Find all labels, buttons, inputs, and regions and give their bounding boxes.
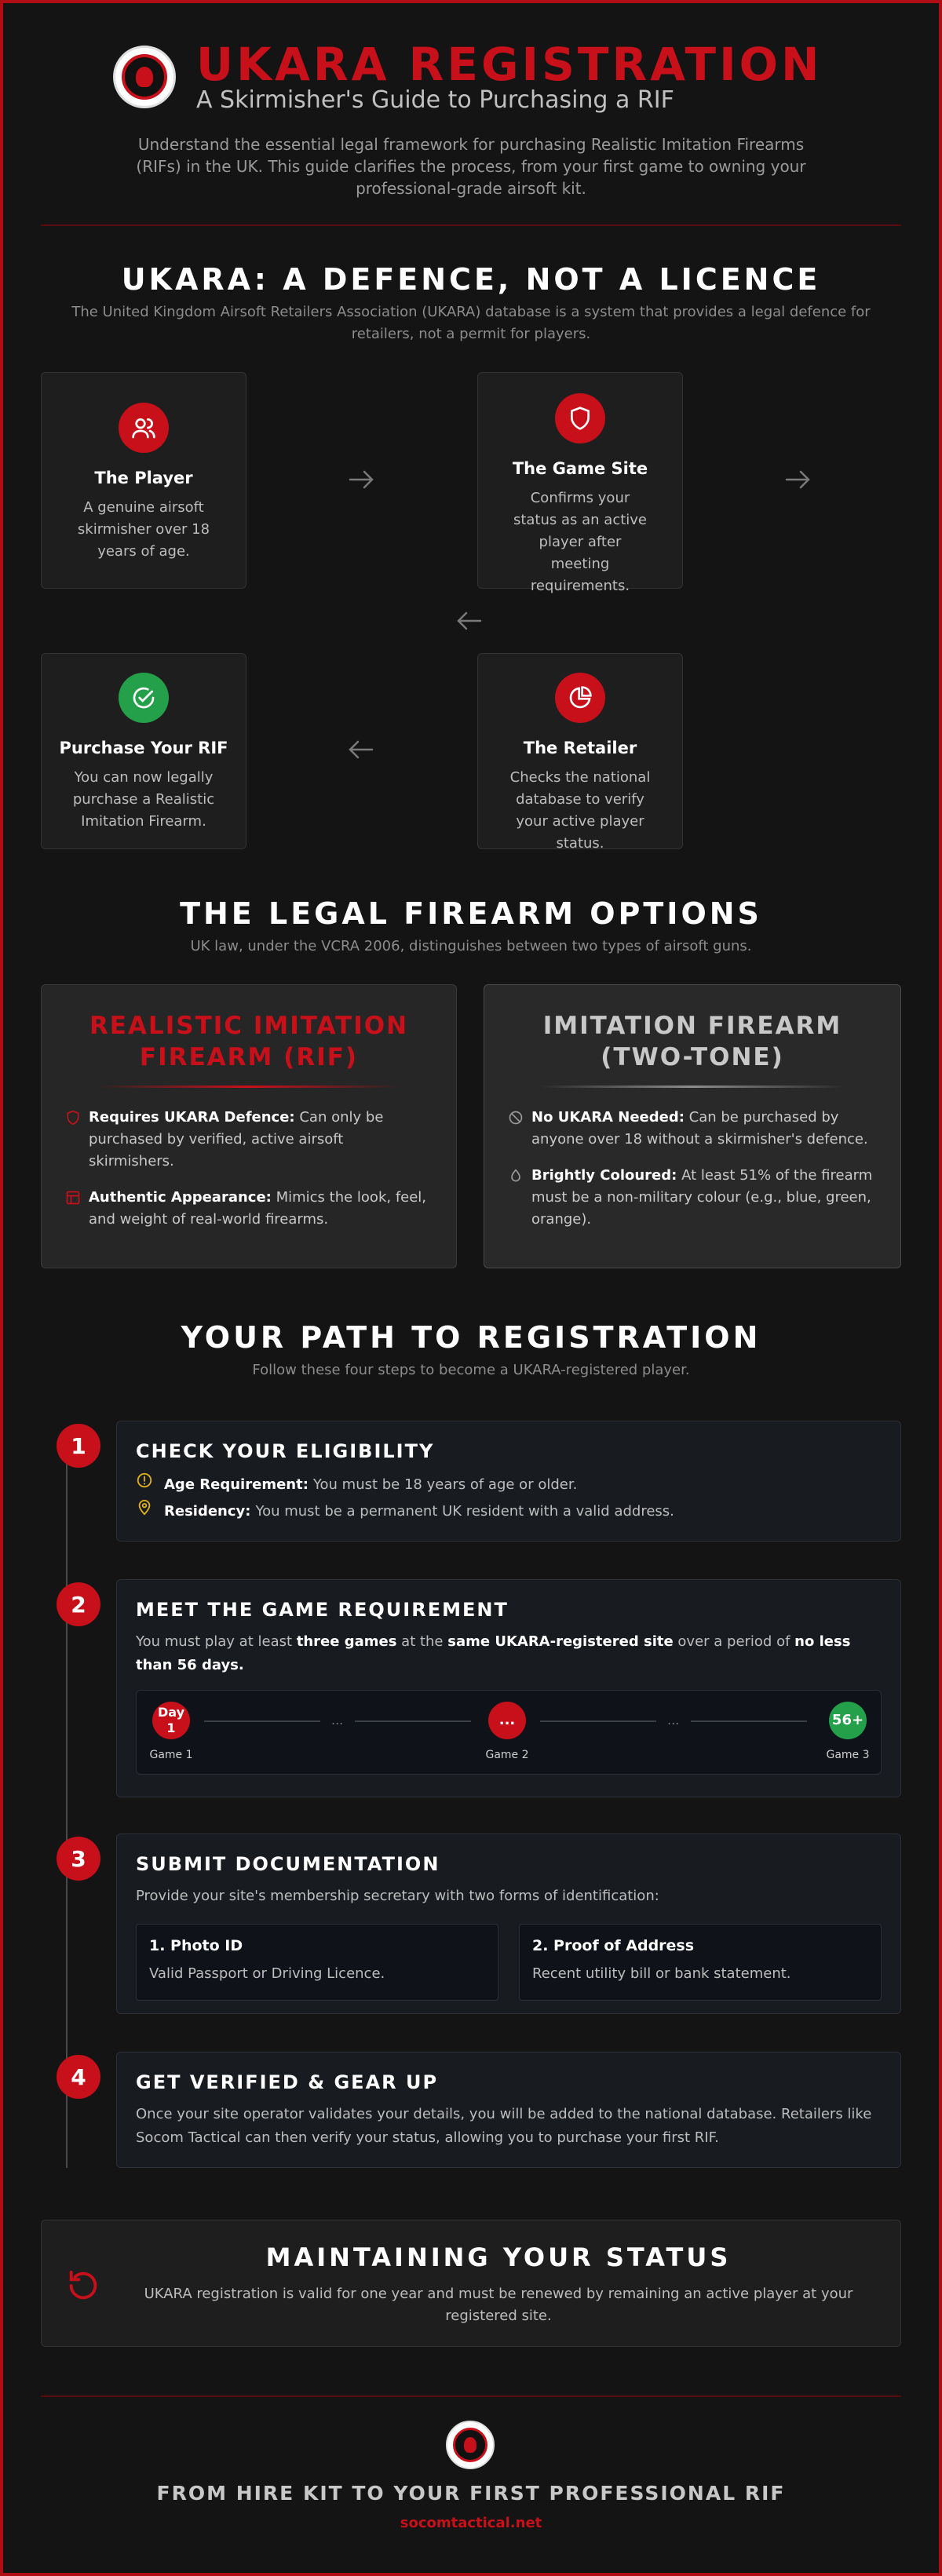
rif-underline — [97, 1085, 401, 1088]
step-text: Provide your site's membership secretary with two forms of identification: — [136, 1888, 659, 1904]
document-title: 2. Proof of Address — [532, 1937, 695, 1954]
shield-icon — [65, 1107, 89, 1173]
step-text: Once your site operator validates your details, you will be added to the national database. Retailers like Socom Tactical can then verify your status, allowing you to purchase your first RIF. — [136, 2106, 872, 2146]
arrow-left-icon — [345, 738, 377, 761]
layout-icon — [65, 1187, 89, 1231]
flow-card-game-site — [477, 372, 683, 594]
timeline-segment — [355, 1720, 471, 1722]
ifa-title: IMITATION FIREARM (TWO-TONE) — [542, 1012, 842, 1071]
page-title: UKARA REGISTRATION — [196, 38, 823, 91]
text-part: You must play at least — [136, 1633, 297, 1650]
document-proof-address — [519, 1924, 882, 2001]
game-node: Day 1 — [152, 1702, 190, 1739]
footer-title: FROM HIRE KIT TO YOUR FIRST PROFESSIONAL RIF — [156, 2482, 786, 2505]
document-text: Valid Passport or Driving Licence. — [149, 1965, 385, 1982]
flow-card-title: Purchase Your RIF — [59, 739, 228, 757]
step-number: 1 — [57, 1424, 100, 1468]
footer-divider — [41, 2395, 901, 2397]
requirement-item — [136, 1472, 882, 1498]
step-card-eligibility — [116, 1421, 901, 1542]
timeline-dots: ... — [667, 1713, 680, 1728]
step-card-documentation — [116, 1833, 901, 2014]
requirement-text: You must be 18 years of age or older. — [312, 1476, 578, 1493]
ifa-item-text: At least 51% of the firearm must be a non-military colour (e.g., blue, green, orange). — [531, 1167, 873, 1228]
footer-logo — [446, 2421, 495, 2469]
options-title: THE LEGAL FIREARM OPTIONS — [180, 896, 762, 931]
options-subtitle: UK law, under the VCRA 2006, distinguishes between two types of airsoft guns. — [190, 938, 752, 954]
requirement-text: You must be a permanent UK resident with a valid address. — [255, 1503, 674, 1520]
game-node: 56+ — [829, 1702, 867, 1739]
document-photo-id — [136, 1924, 498, 2001]
maintain-status-card — [41, 2220, 901, 2347]
step-number: 2 — [57, 1582, 100, 1626]
step-title: MEET THE GAME REQUIREMENT — [136, 1599, 509, 1621]
step-number: 3 — [57, 1837, 100, 1881]
text-bold: same UKARA-registered site — [447, 1633, 674, 1650]
brand-logo — [113, 46, 176, 108]
flow-card-retailer — [477, 653, 683, 852]
rif-item-text: Mimics the look, feel, and weight of real-world firearms. — [89, 1189, 427, 1228]
check-circle-icon — [119, 673, 169, 723]
timeline-segment — [691, 1720, 807, 1722]
defence-title: UKARA: A DEFENCE, NOT A LICENCE — [121, 262, 821, 297]
text-part: at the — [396, 1633, 448, 1650]
flow-card-title: The Retailer — [523, 739, 637, 757]
requirement-label: Residency: — [164, 1503, 251, 1520]
path-subtitle: Follow these four steps to become a UKARA-registered player. — [252, 1362, 690, 1378]
rif-item-bold: Authentic Appearance: — [89, 1189, 272, 1206]
flow-card-title: The Game Site — [512, 459, 648, 478]
page-subtitle: A Skirmisher's Guide to Purchasing a RIF — [196, 86, 674, 114]
step-title: CHECK YOUR ELIGIBILITY — [136, 1440, 435, 1462]
timeline-dots: ... — [331, 1713, 344, 1728]
ifa-item-bold: No UKARA Needed: — [531, 1109, 685, 1126]
users-icon — [119, 403, 169, 453]
flow-card-text: Checks the national database to verify your active player status. — [509, 769, 651, 852]
step-number: 4 — [57, 2055, 100, 2099]
flow-card-title: The Player — [94, 469, 193, 487]
game-label: Game 1 — [149, 1749, 193, 1761]
text-bold: three games — [296, 1633, 397, 1650]
rif-item-bold: Requires UKARA Defence: — [89, 1109, 295, 1126]
rif-item-text: Can only be purchased by verified, active airsoft skirmishers. — [89, 1109, 384, 1169]
arrow-right-icon — [782, 468, 813, 491]
shield-icon — [555, 393, 605, 443]
flow-card-player — [41, 372, 246, 589]
rif-card — [41, 984, 457, 1268]
rif-item — [65, 1187, 433, 1231]
path-title: YOUR PATH TO REGISTRATION — [181, 1320, 761, 1355]
arrow-right-icon — [345, 468, 377, 491]
flow-card-text: You can now legally purchase a Realistic Imitation Firearm. — [72, 769, 215, 830]
ban-icon — [508, 1107, 531, 1151]
step-title: SUBMIT DOCUMENTATION — [136, 1853, 440, 1875]
map-pin-icon — [136, 1498, 164, 1525]
step-card-verified — [116, 2052, 901, 2168]
step-title: GET VERIFIED & GEAR UP — [136, 2071, 439, 2093]
text-bold: no less than 56 days. — [136, 1633, 851, 1673]
ifa-item — [508, 1165, 877, 1231]
header — [41, 38, 901, 140]
ifa-item — [508, 1107, 877, 1151]
ifa-card — [484, 984, 901, 1268]
requirement-item — [136, 1498, 882, 1525]
footer-link[interactable]: socomtactical.net — [400, 2515, 542, 2531]
ifa-underline — [539, 1085, 845, 1088]
pie-chart-icon — [555, 673, 605, 723]
rif-title: REALISTIC IMITATION FIREARM (RIF) — [89, 1012, 409, 1071]
documents-row — [136, 1924, 882, 2001]
requirement-label: Age Requirement: — [164, 1476, 309, 1493]
droplet-icon — [508, 1165, 531, 1231]
maintain-title: MAINTAINING YOUR STATUS — [265, 2242, 732, 2272]
rif-item — [65, 1107, 433, 1173]
defence-subtitle: The United Kingdom Airsoft Retailers Association (UKARA) database is a system that provides a legal defence for retailers, not a permit for players. — [71, 304, 871, 342]
flow-card-purchase — [41, 653, 246, 849]
ifa-item-text: Can be purchased by anyone over 18 without a skirmisher's defence. — [531, 1109, 868, 1148]
game-label: Game 2 — [485, 1749, 529, 1761]
maintain-text: UKARA registration is valid for one year and must be renewed by remaining an active player at your registered site. — [144, 2286, 853, 2324]
timeline-segment — [540, 1720, 656, 1722]
alert-circle-icon — [136, 1472, 164, 1498]
arrow-left-icon — [454, 609, 485, 633]
text-part: over a period of — [673, 1633, 795, 1650]
document-text: Recent utility bill or bank statement. — [532, 1965, 791, 1982]
flow-card-text: A genuine airsoft skirmisher over 18 years of age. — [77, 499, 210, 560]
ifa-item-bold: Brightly Coloured: — [531, 1167, 677, 1184]
document-title: 1. Photo ID — [149, 1937, 243, 1954]
refresh-icon — [65, 2268, 101, 2304]
step-text — [136, 1630, 882, 1677]
header-divider — [41, 224, 901, 226]
step-card-game-requirement — [116, 1579, 901, 1797]
game-node: ... — [488, 1702, 526, 1739]
intro-text: Understand the essential legal framework for purchasing Realistic Imitation Firearms (RIFs) in the UK. This guide clarifies the process, from your first game to owning your professional-grade airsoft kit. — [136, 135, 806, 198]
game-label: Game 3 — [826, 1749, 870, 1761]
game-timeline — [136, 1690, 882, 1775]
timeline-segment — [204, 1720, 320, 1722]
flow-card-text: Confirms your status as an active player after meeting requirements. — [513, 490, 648, 594]
